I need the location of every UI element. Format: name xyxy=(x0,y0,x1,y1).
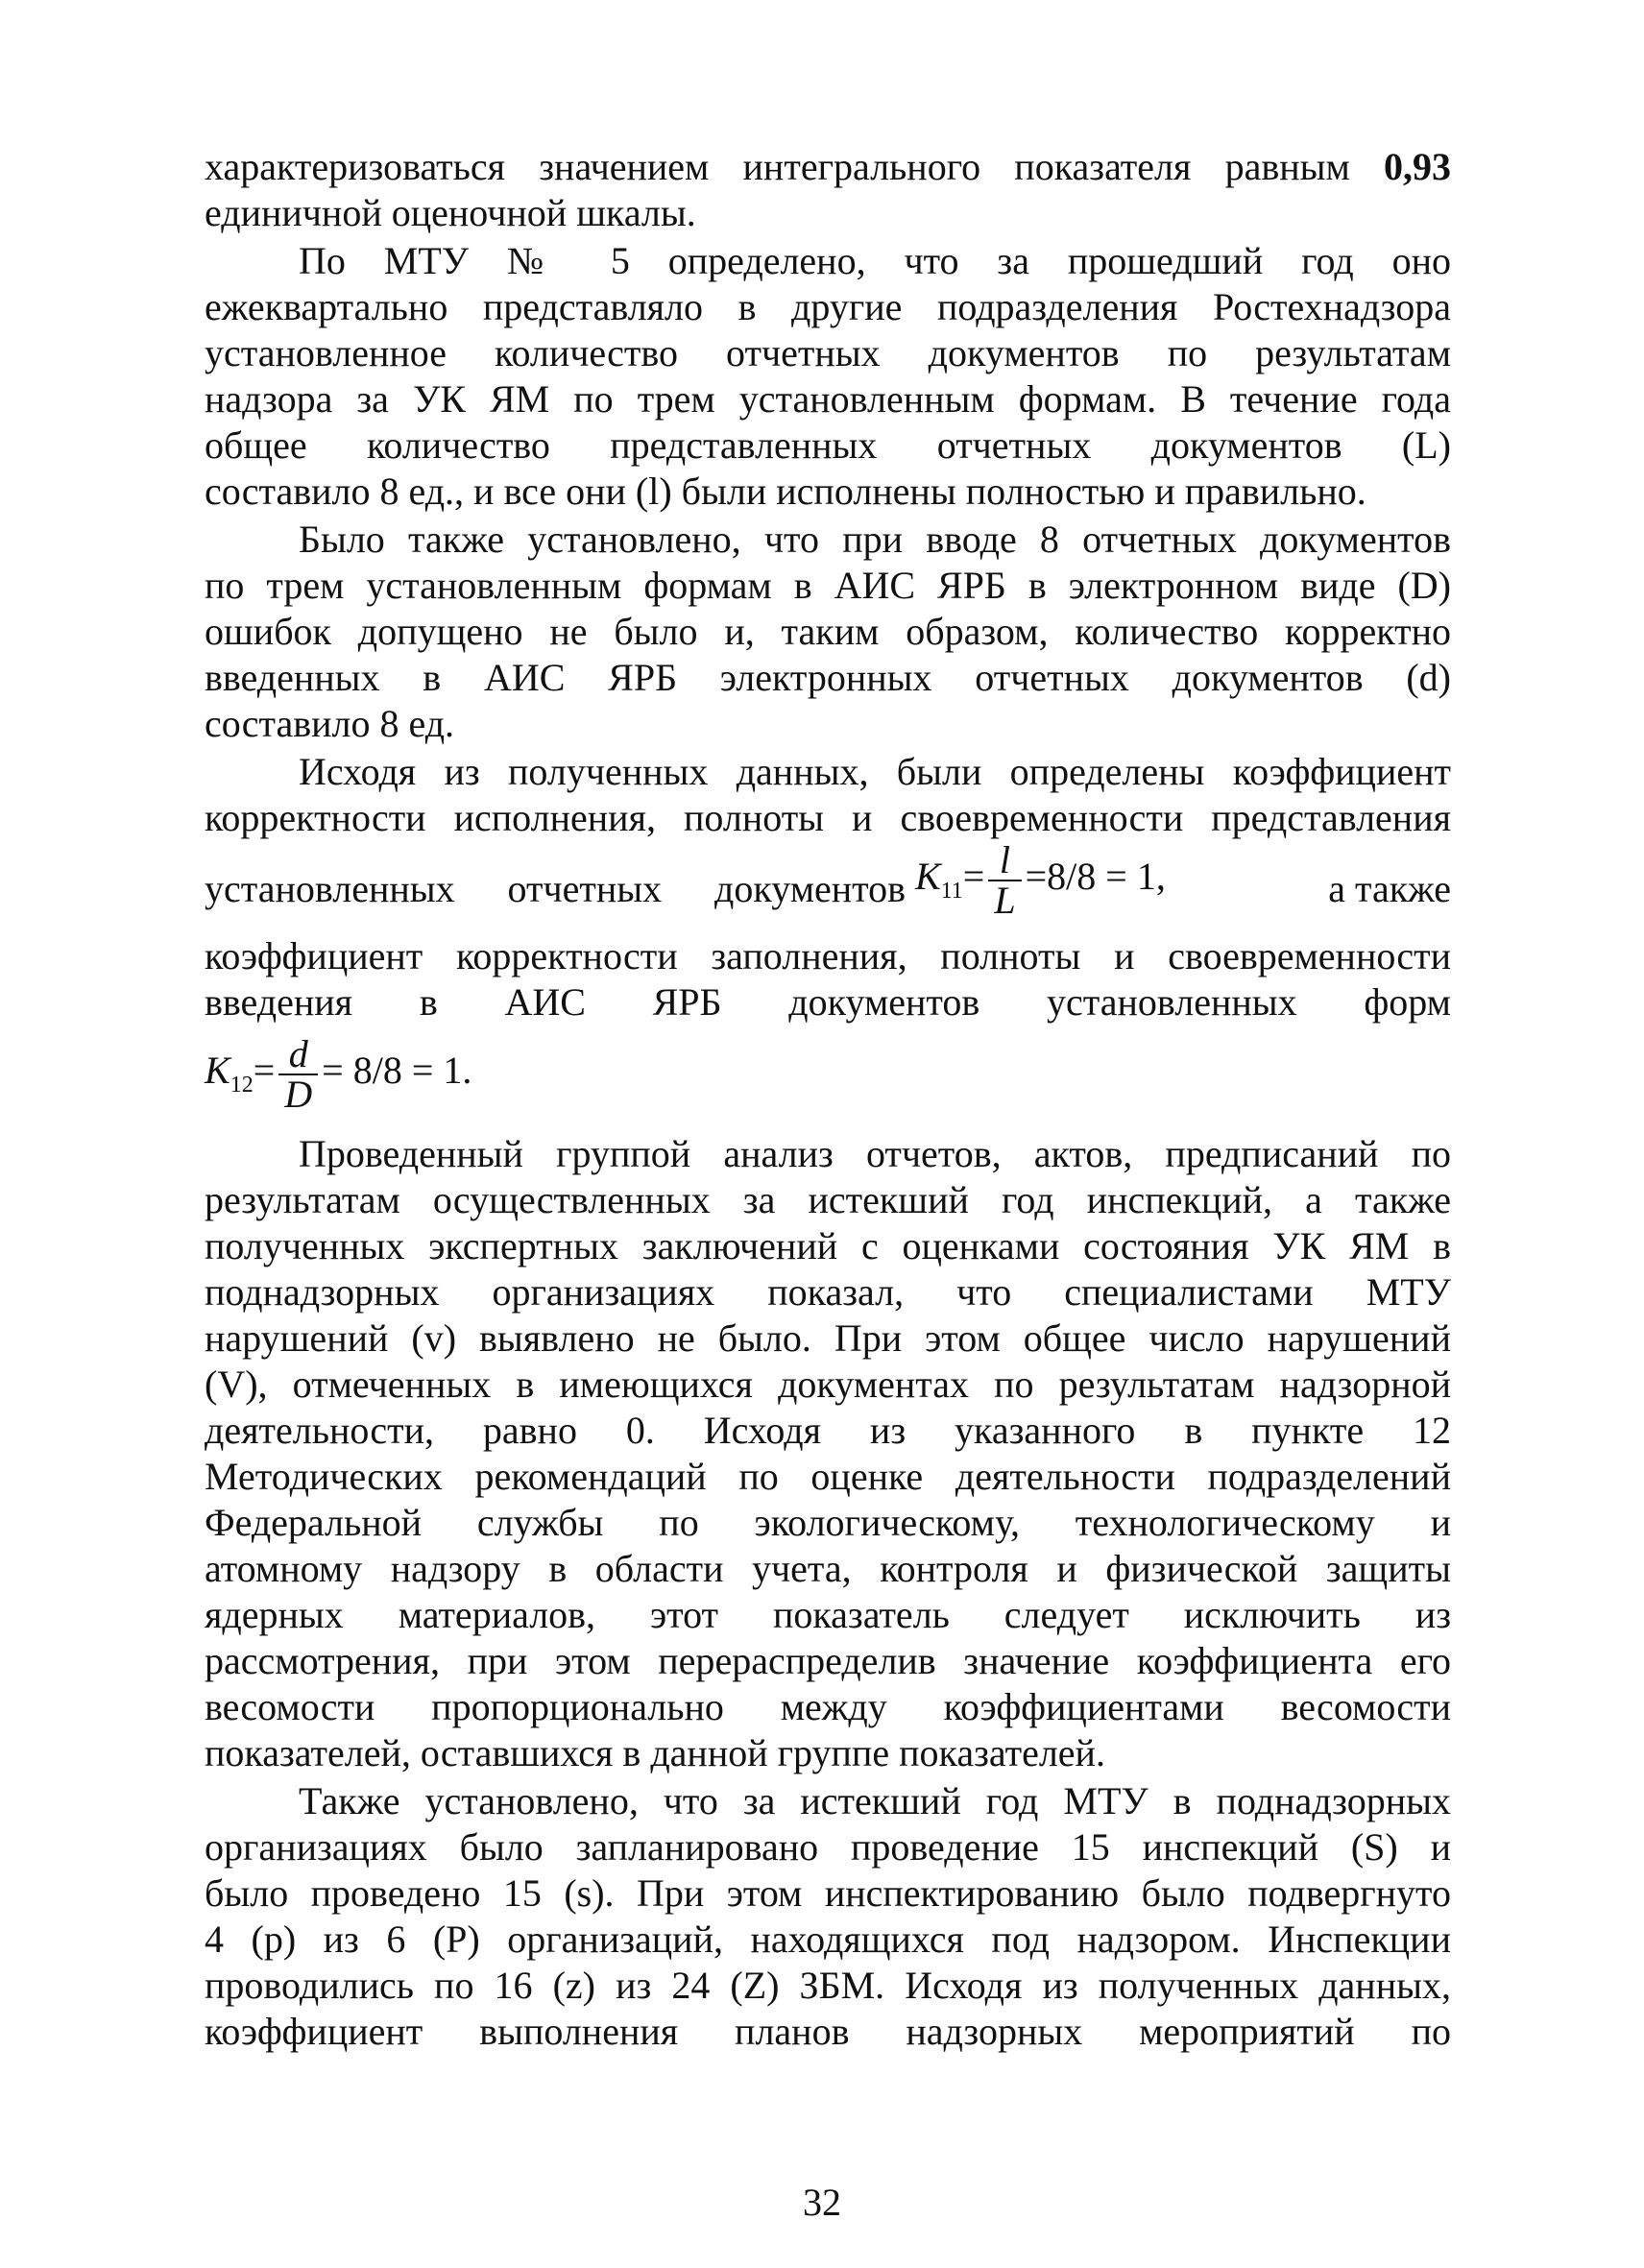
p5-line: (V), отмеченных в имеющихся документах по результатам надзорной xyxy=(205,1363,1451,1406)
p5-line: деятельности, равно 0. Исходя из указанного в пункте 12 xyxy=(205,1409,1451,1452)
p5-line: нарушений (v) выявлено не было. При этом общее число нарушений xyxy=(205,1316,1451,1360)
document-page xyxy=(205,144,1451,2055)
p1-line-1: характеризоваться значением интегрального показателя равным 0,93 xyxy=(205,145,1451,188)
p5-line: атомному надзору в области учета, контроля и физической защиты xyxy=(205,1547,1451,1590)
page-number: 32 xyxy=(803,2181,841,2224)
k11-formula-row xyxy=(205,838,1451,933)
p2-line: надзора за УК ЯМ по трем установленным формам. В течение года xyxy=(205,377,1451,421)
p3-line: Было также установлено, что при вводе 8 отчетных документов xyxy=(299,518,1451,561)
p1-line-2: единичной оценочной шкалы. xyxy=(205,191,696,234)
p3-line: составило 8 ед. xyxy=(205,702,455,745)
k11-formula: $K_{11}=$ $\frac{l}{L}$ =8/8 = 1, xyxy=(915,838,1166,922)
p6-line: организациях было запланировано проведение 15 инспекций (S) и xyxy=(205,1825,1451,1869)
p2-line: По МТУ № 5 определено, что за прошедший год оно xyxy=(299,239,1451,282)
p5-line: Федеральной службы по экологическому, технологическому и xyxy=(205,1501,1451,1544)
p4-line: корректности исполнения, полноты и своевременности представления xyxy=(205,796,1451,839)
p6-line: Также установлено, что за истекший год МТУ в поднадзорных xyxy=(299,1779,1451,1822)
p6-line: проводились по 16 (z) из 24 (Z) ЗБМ. Исходя из полученных данных, xyxy=(205,1964,1451,2007)
k12-formula: $K_{12}=$ $\frac{d}{D}$ = 8/8 = 1. xyxy=(205,1032,472,1116)
p5-line: результатам осуществленных за истекший год инспекций, а также xyxy=(205,1178,1451,1221)
k12-fraction: $\frac{d}{D}$ xyxy=(278,1035,318,1114)
p2-line: составило 8 ед., и все они (l) были исполнены полностью и правильно. xyxy=(205,470,1366,513)
formula-lead-text: установленных отчетных документов xyxy=(205,867,906,910)
p5-line: рассмотрения, при этом перераспределив значение коэффициента его xyxy=(205,1639,1451,1682)
p5-line: Методических рекомендаций по оценке деятельности подразделений xyxy=(205,1455,1451,1498)
p3-line: по трем установленным формам в АИС ЯРБ в электронном виде (D) xyxy=(205,564,1451,607)
p5-line: весомости пропорционально между коэффициентами весомости xyxy=(205,1685,1451,1728)
p3-line: ошибок допущено не было и, таким образом, количество корректно xyxy=(205,610,1451,653)
p2-line: ежеквартально представляло в другие подразделения Ростехнадзора xyxy=(205,285,1451,328)
p6-line: коэффициент выполнения планов надзорных мероприятий по xyxy=(205,2010,1451,2053)
p5-line: поднадзорных организациях показал, что специалистами МТУ xyxy=(205,1270,1451,1314)
k11-symbol: $K_{11}$ xyxy=(915,855,963,905)
p6-line: 4 (p) из 6 (P) организаций, находящихся под надзором. Инспекции xyxy=(205,1918,1451,1961)
p2-line: установленное количество отчетных документов по результатам xyxy=(205,331,1451,374)
integral-value: 0,93 xyxy=(1384,145,1451,188)
k11-tail-text: а также xyxy=(1328,867,1451,910)
p5-line: показателей, оставшихся в данной группе показателей. xyxy=(205,1731,1105,1774)
k12-result: = 8/8 = 1. xyxy=(322,1049,472,1093)
p2-line: общее количество представленных отчетных документов (L) xyxy=(205,423,1451,467)
p3-line: введенных в АИС ЯРБ электронных отчетных документов (d) xyxy=(205,656,1451,699)
p4-line-after: коэффициент корректности заполнения, полноты и своевременности xyxy=(205,934,1451,977)
p4-line-after: введения в АИС ЯРБ документов установленных форм xyxy=(205,980,1451,1024)
p5-line: ядерных материалов, этот показатель следует исключить из xyxy=(205,1593,1451,1636)
k12-symbol: $K_{12}$ xyxy=(205,1049,254,1098)
p6-line: было проведено 15 (s). При этом инспектированию было подвергнуто xyxy=(205,1871,1451,1915)
p5-line: полученных экспертных заключений с оценками состояния УК ЯМ в xyxy=(205,1224,1451,1267)
p5-line: Проведенный группой анализ отчетов, актов, предписаний по xyxy=(299,1132,1451,1175)
k11-result: =8/8 = 1, xyxy=(1025,855,1166,899)
k11-fraction: $\frac{l}{L}$ xyxy=(988,841,1021,920)
k12-formula-row xyxy=(205,1025,1451,1131)
p4-line: Исходя из полученных данных, были определены коэффициент xyxy=(299,750,1451,793)
